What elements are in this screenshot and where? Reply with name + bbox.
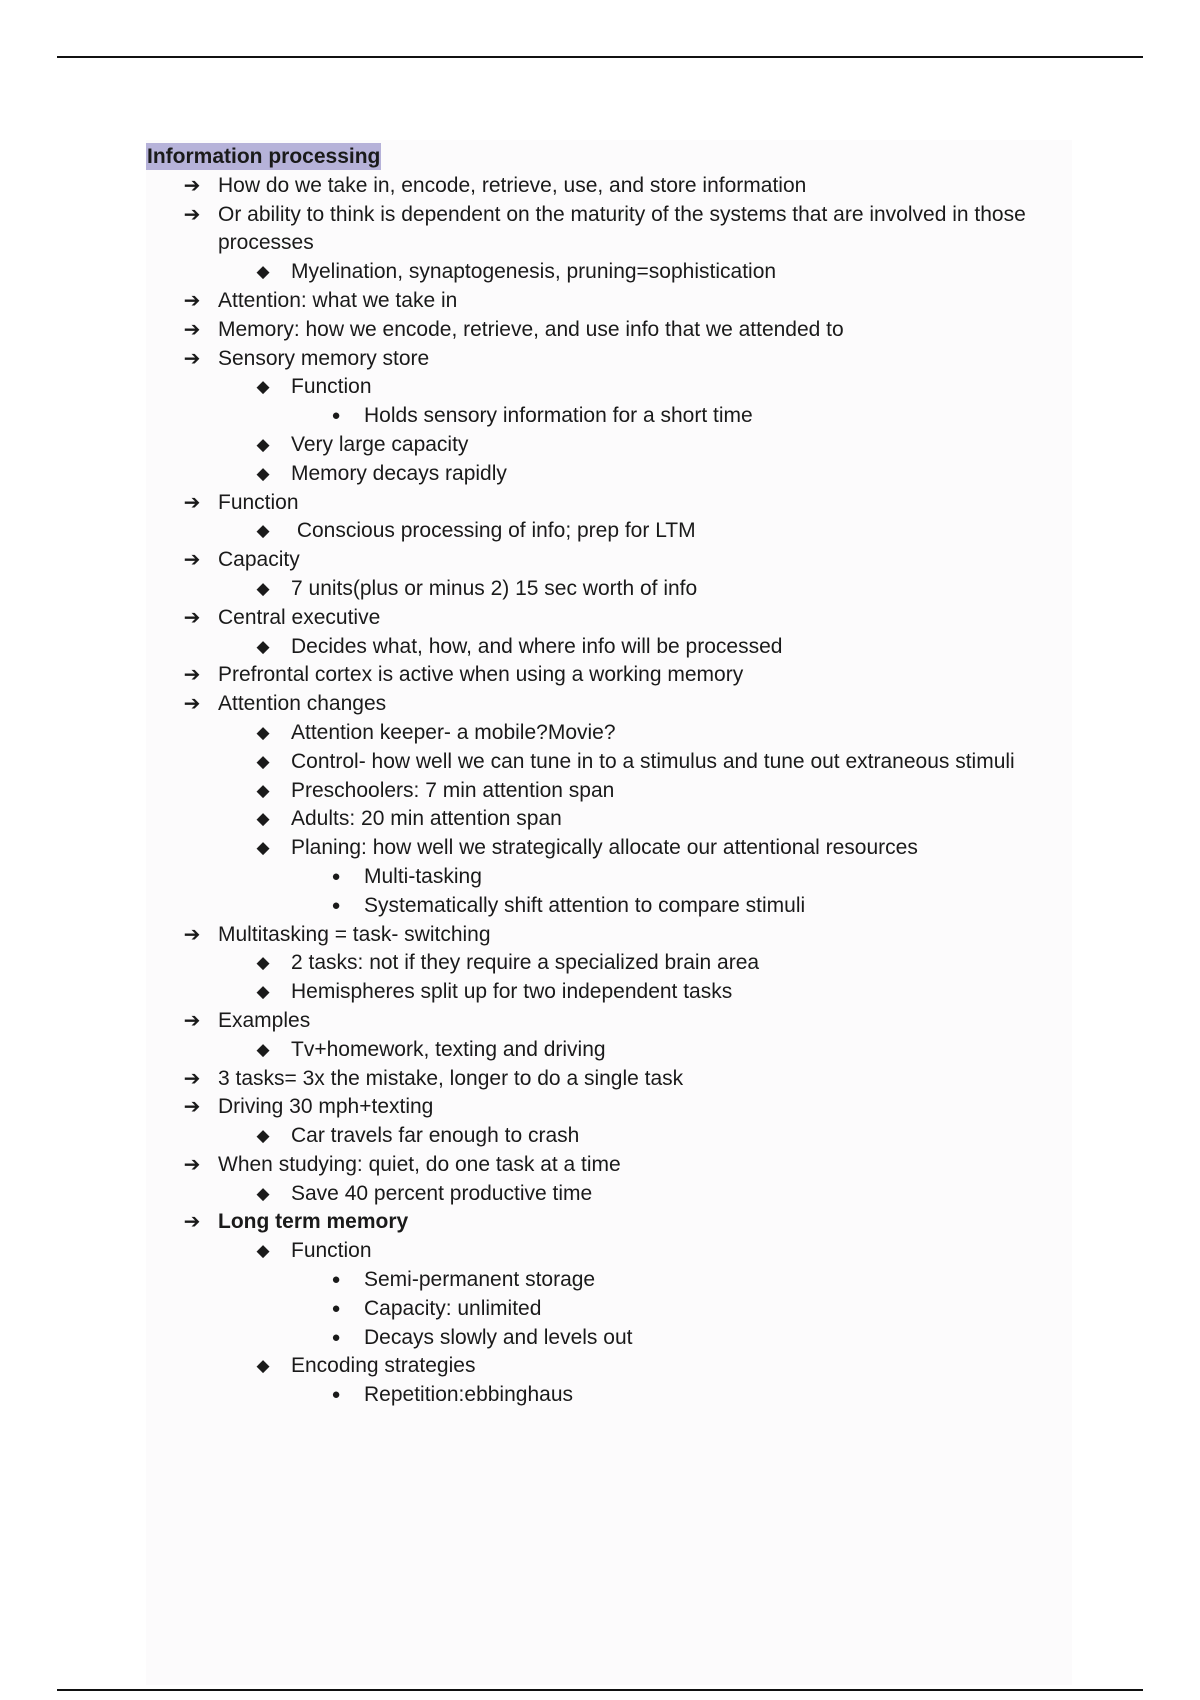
item-text: 2 tasks: not if they require a specialized brain area bbox=[291, 951, 760, 975]
list-item bbox=[146, 1065, 1086, 1094]
item-text: Attention: what we take in bbox=[218, 288, 458, 312]
list-item bbox=[146, 892, 1086, 921]
diamond-bullet-icon: ◆ bbox=[256, 377, 270, 397]
list-item bbox=[146, 460, 1086, 489]
bottom-rule bbox=[57, 1689, 1143, 1691]
item-text: Save 40 percent productive time bbox=[291, 1181, 593, 1205]
item-text: Memory decays rapidly bbox=[291, 461, 507, 485]
diamond-bullet-icon: ◆ bbox=[256, 953, 270, 973]
item-text: Capacity bbox=[218, 548, 300, 572]
section-title: Information processing bbox=[147, 145, 381, 168]
list-item bbox=[146, 489, 1086, 518]
item-text: 7 units(plus or minus 2) 15 sec worth of info bbox=[291, 576, 698, 600]
list-item bbox=[146, 1352, 1086, 1381]
item-text: Memory: how we encode, retrieve, and use info that we attended to bbox=[218, 317, 844, 341]
list-item bbox=[146, 978, 1086, 1007]
list-item bbox=[146, 546, 1086, 575]
item-text: Long term memory bbox=[218, 1210, 409, 1234]
list-item bbox=[146, 777, 1086, 806]
item-text: When studying: quiet, do one task at a time bbox=[218, 1152, 621, 1176]
list-item bbox=[146, 373, 1086, 402]
item-text: Preschoolers: 7 min attention span bbox=[291, 778, 615, 802]
list-item bbox=[146, 719, 1086, 748]
diamond-bullet-icon: ◆ bbox=[256, 722, 270, 742]
item-text: Function bbox=[218, 490, 299, 514]
item-text: Systematically shift attention to compare stimuli bbox=[364, 893, 806, 917]
notes-body bbox=[146, 143, 1086, 1410]
item-text: Central executive bbox=[218, 605, 381, 629]
item-text: Control- how well we can tune in to a stimulus and tune out extraneous stimuli bbox=[291, 749, 1015, 773]
diamond-bullet-icon: ◆ bbox=[256, 751, 270, 771]
top-rule bbox=[57, 56, 1143, 58]
list-item bbox=[146, 1208, 1086, 1237]
diamond-bullet-icon: ◆ bbox=[256, 1039, 270, 1059]
list-item bbox=[146, 1295, 1086, 1324]
dot-bullet-icon: ● bbox=[331, 1386, 341, 1404]
dot-bullet-icon: ● bbox=[331, 1328, 341, 1346]
list-item bbox=[146, 316, 1086, 345]
list-item bbox=[146, 863, 1086, 892]
list-item bbox=[146, 172, 1086, 201]
item-text: Myelination, synaptogenesis, pruning=sophistication bbox=[291, 260, 777, 284]
dot-bullet-icon: ● bbox=[331, 896, 341, 914]
diamond-bullet-icon: ◆ bbox=[256, 463, 270, 483]
diamond-bullet-icon: ◆ bbox=[256, 838, 270, 858]
item-text: Or ability to think is dependent on the maturity of the systems that are involved in those processes bbox=[218, 202, 1026, 255]
list-item bbox=[146, 431, 1086, 460]
item-text: Adults: 20 min attention span bbox=[291, 807, 562, 831]
arrow-icon: ➔ bbox=[183, 693, 201, 716]
list-item bbox=[146, 1151, 1086, 1180]
arrow-icon: ➔ bbox=[183, 318, 201, 341]
arrow-icon: ➔ bbox=[183, 549, 201, 572]
dot-bullet-icon: ● bbox=[331, 867, 341, 885]
item-text: Repetition:ebbinghaus bbox=[364, 1383, 573, 1407]
arrow-icon: ➔ bbox=[183, 289, 201, 312]
dot-bullet-icon: ● bbox=[331, 407, 341, 425]
item-text: Holds sensory information for a short time bbox=[364, 404, 753, 428]
list-item bbox=[146, 604, 1086, 633]
arrow-icon: ➔ bbox=[183, 1211, 201, 1234]
list-item bbox=[146, 1266, 1086, 1295]
list-item bbox=[146, 1122, 1086, 1151]
list-item bbox=[146, 921, 1086, 950]
item-text: Attention keeper- a mobile?Movie? bbox=[291, 720, 616, 744]
diamond-bullet-icon: ◆ bbox=[256, 982, 270, 1002]
item-text: Encoding strategies bbox=[291, 1354, 476, 1378]
list-item bbox=[146, 748, 1086, 777]
list-item bbox=[146, 345, 1086, 374]
list-item bbox=[146, 805, 1086, 834]
item-text: Function bbox=[291, 375, 372, 399]
arrow-icon: ➔ bbox=[183, 1067, 201, 1090]
arrow-icon: ➔ bbox=[183, 1096, 201, 1119]
item-text: Very large capacity bbox=[291, 432, 469, 456]
item-text: How do we take in, encode, retrieve, use, and store information bbox=[218, 173, 807, 197]
list-item bbox=[146, 1324, 1086, 1353]
item-text: Conscious processing of info; prep for LTM bbox=[291, 519, 696, 543]
list-item bbox=[146, 949, 1086, 978]
title-row bbox=[146, 143, 1086, 172]
list-item bbox=[146, 1180, 1086, 1209]
diamond-bullet-icon: ◆ bbox=[256, 636, 270, 656]
diamond-bullet-icon: ◆ bbox=[256, 521, 270, 541]
item-text: Driving 30 mph+texting bbox=[218, 1095, 434, 1119]
arrow-icon: ➔ bbox=[183, 174, 201, 197]
item-text: 3 tasks= 3x the mistake, longer to do a single task bbox=[218, 1066, 684, 1090]
item-text: Attention changes bbox=[218, 692, 387, 716]
diamond-bullet-icon: ◆ bbox=[256, 1241, 270, 1261]
item-text: Car travels far enough to crash bbox=[291, 1124, 580, 1148]
arrow-icon: ➔ bbox=[183, 203, 201, 226]
arrow-icon: ➔ bbox=[183, 491, 201, 514]
diamond-bullet-icon: ◆ bbox=[256, 578, 270, 598]
list-item bbox=[146, 1007, 1086, 1036]
diamond-bullet-icon: ◆ bbox=[256, 1126, 270, 1146]
item-text: Multitasking = task- switching bbox=[218, 922, 491, 946]
list-item bbox=[146, 517, 1086, 546]
diamond-bullet-icon: ◆ bbox=[256, 1356, 270, 1376]
diamond-bullet-icon: ◆ bbox=[256, 1183, 270, 1203]
item-text: Function bbox=[291, 1239, 372, 1263]
arrow-icon: ➔ bbox=[183, 664, 201, 687]
diamond-bullet-icon: ◆ bbox=[256, 809, 270, 829]
item-text: Planing: how well we strategically allocate our attentional resources bbox=[291, 836, 918, 860]
list-item bbox=[146, 1036, 1086, 1065]
list-item bbox=[146, 575, 1086, 604]
list-item bbox=[146, 201, 1088, 259]
diamond-bullet-icon: ◆ bbox=[256, 262, 270, 282]
item-text: Multi-tasking bbox=[364, 864, 482, 888]
list-item bbox=[146, 633, 1086, 662]
list-item bbox=[146, 661, 1086, 690]
list-item bbox=[146, 690, 1086, 719]
list-item bbox=[146, 258, 1086, 287]
item-text: Sensory memory store bbox=[218, 346, 430, 370]
list-item bbox=[146, 1237, 1086, 1266]
diamond-bullet-icon: ◆ bbox=[256, 434, 270, 454]
arrow-icon: ➔ bbox=[183, 1009, 201, 1032]
item-text: Decides what, how, and where info will be processed bbox=[291, 634, 783, 658]
dot-bullet-icon: ● bbox=[331, 1299, 341, 1317]
list-item bbox=[146, 1093, 1086, 1122]
item-text: Hemispheres split up for two independent tasks bbox=[291, 980, 733, 1004]
arrow-icon: ➔ bbox=[183, 347, 201, 370]
item-text: Semi-permanent storage bbox=[364, 1268, 596, 1292]
arrow-icon: ➔ bbox=[183, 923, 201, 946]
item-text: Examples bbox=[218, 1008, 311, 1032]
item-text: Capacity: unlimited bbox=[364, 1296, 542, 1320]
item-text: Decays slowly and levels out bbox=[364, 1325, 633, 1349]
list-item bbox=[146, 402, 1086, 431]
list-item bbox=[146, 834, 1086, 863]
arrow-icon: ➔ bbox=[183, 1153, 201, 1176]
dot-bullet-icon: ● bbox=[331, 1271, 341, 1289]
item-text: Tv+homework, texting and driving bbox=[291, 1037, 606, 1061]
arrow-icon: ➔ bbox=[183, 606, 201, 629]
list-item bbox=[146, 1381, 1086, 1410]
diamond-bullet-icon: ◆ bbox=[256, 780, 270, 800]
list-item bbox=[146, 287, 1086, 316]
item-text: Prefrontal cortex is active when using a working memory bbox=[218, 663, 744, 687]
